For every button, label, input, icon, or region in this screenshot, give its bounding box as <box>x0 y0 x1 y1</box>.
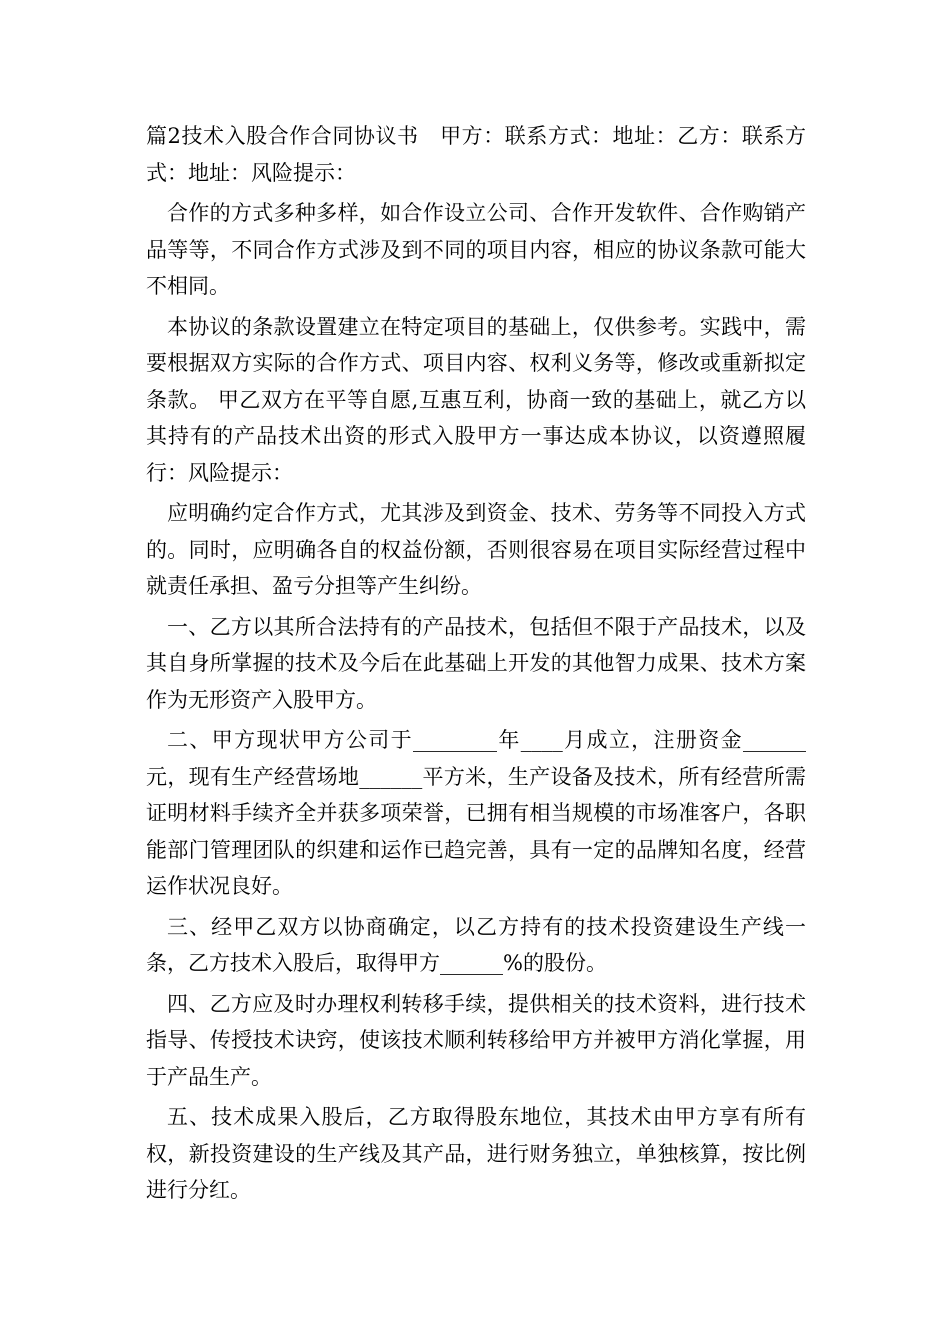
body-paragraph: 本协议的条款设置建立在特定项目的基础上，仅供参考。实践中，需要根据双方实际的合作方式、项目内容、权利义务等，修改或重新拟定条款。 甲乙双方在平等自愿,互惠互利，协商一致的基础上，就乙方以其持有的产品技术出资的形式入股甲方一事达成本协议，以资遵照履行：风险提示： <box>146 314 806 485</box>
document-page <box>146 118 806 1213</box>
clause-5-paragraph: 五、技术成果入股后，乙方取得股东地位，其技术由甲方享有所有权，新投资建设的生产线及其产品，进行财务独立，单独核算，按比例进行分红。 <box>146 1105 806 1202</box>
clause-1-paragraph: 一、乙方以其所合法持有的产品技术，包括但不限于产品技术，以及其自身所掌握的技术及今后在此基础上开发的其他智力成果、技术方案作为无形资产入股甲方。 <box>146 614 806 712</box>
body-paragraph: 合作的方式多种多样，如合作设立公司、合作开发软件、合作购销产品等等，不同合作方式涉及到不同的项目内容，相应的协议条款可能大不相同。 <box>146 201 806 298</box>
clause-3-paragraph: 三、经甲乙双方以协商确定，以乙方持有的技术投资建设生产线一条，乙方技术入股后，取得甲方______%的股份。 <box>146 914 806 975</box>
clause-2-paragraph: 二、甲方现状甲方公司于________年____月成立，注册资金______元，现有生产经营场地______平方米，生产设备及技术，所有经营所需证明材料手续齐全并获多项荣誉，已拥有相当规模的市场准客户，各职能部门管理团队的织建和运作已趋完善，具有一定的品牌知名度，经营运作状况良好。 <box>146 728 806 898</box>
body-paragraph: 应明确约定合作方式，尤其涉及到资金、技术、劳务等不同投入方式的。同时，应明确各自的权益份额，否则很容易在项目实际经营过程中就责任承担、盈亏分担等产生纠纷。 <box>146 501 806 598</box>
clause-4-paragraph: 四、乙方应及时办理权利转移手续，提供相关的技术资料，进行技术指导、传授技术诀窍，使该技术顺利转移给甲方并被甲方消化掌握，用于产品生产。 <box>146 991 806 1089</box>
document-heading-paragraph: 篇2技术入股合作合同协议书 甲方：联系方式：地址：乙方：联系方式：地址：风险提示： <box>146 124 806 185</box>
